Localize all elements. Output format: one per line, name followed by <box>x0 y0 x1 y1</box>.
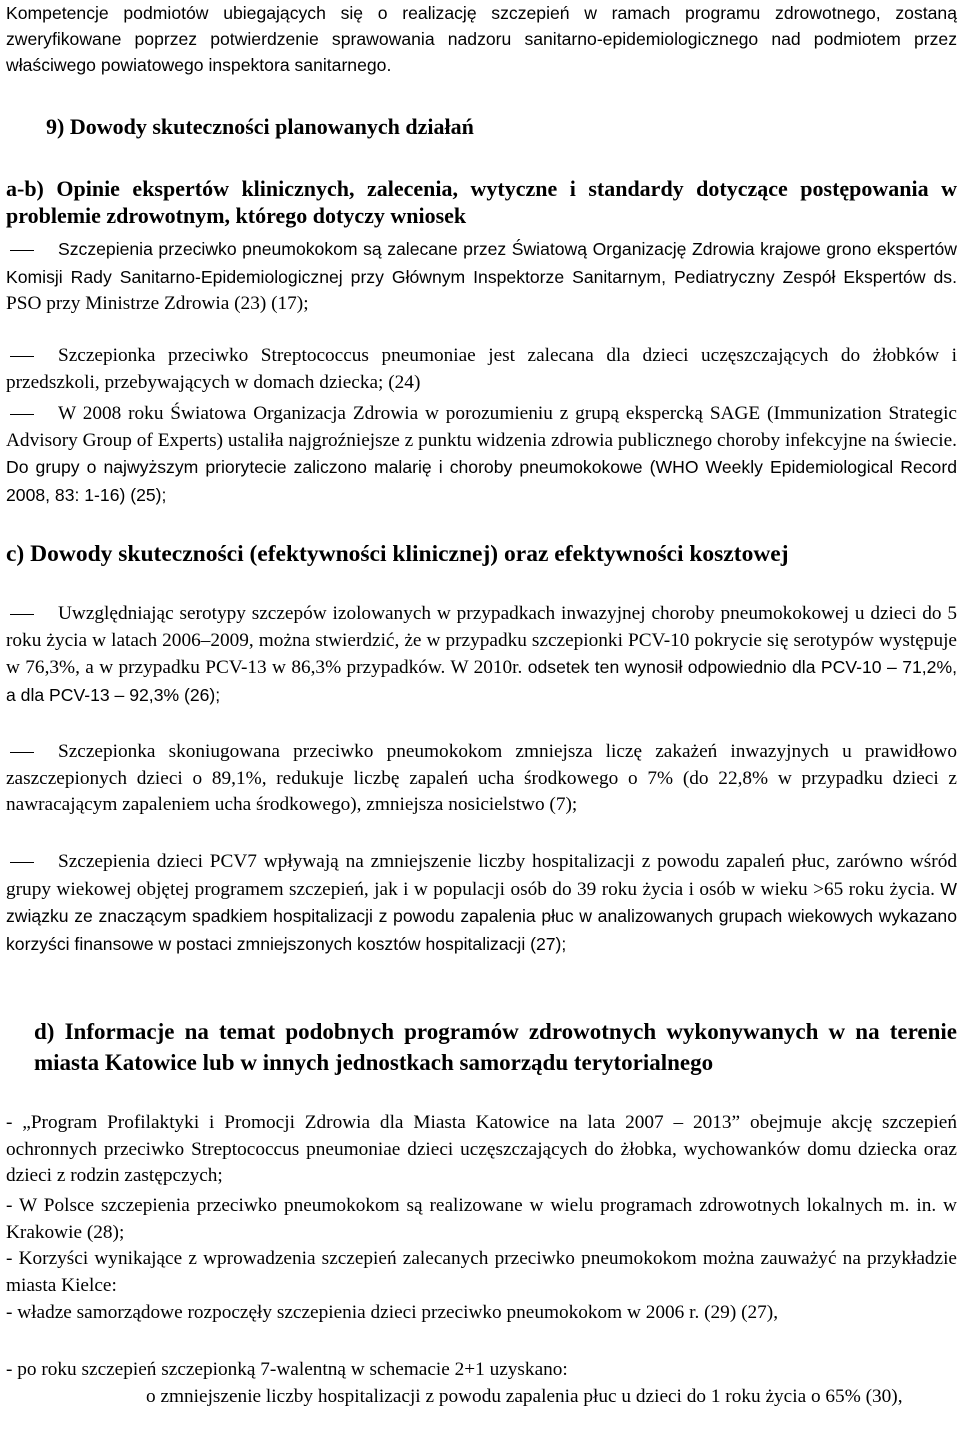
c-item-1-text-a: Uwzględniając serotypy szczepów izolowanych w przypadkach inwazyjnej choroby pneumokokowej u dzieci do 5 roku życia w latach 2006–2009, można stwierdzić, że w przypadku szczepionki PCV-10 pokrycie się serotypów występuje w 76,3%, a w przypadku PCV-13 w 86,3% przypadków. W 2010r. <box>6 603 957 678</box>
d-item-3: - Korzyści wynikające z wprowadzenia szczepień zalecanych przeciwko pneumokokom można zauważyć na przykładzie miasta Kielce: <box>6 1248 957 1296</box>
ab-item-3 <box>6 401 957 509</box>
d-item-5: - po roku szczepień szczepionką 7-walentną w schemacie 2+1 uzyskano: <box>6 1359 568 1380</box>
d-item-1: - „Program Profilaktyki i Promocji Zdrowia dla Miasta Katowice na lata 2007 – 2013” obejmuje akcję szczepień ochronnych przeciwko Streptococcus pneumoniae dzieci uczęszczających do żłobka, wychowanków domu dziecka oraz dzieci z rodzin zastępczych; <box>6 1112 957 1186</box>
section-c-heading: c) Dowody skuteczności (efektywności klinicznej) oraz efektywności kosztowej <box>6 541 789 567</box>
ab-item-1-ref: PSO przy Ministrze Zdrowia (23) (17); <box>6 293 309 314</box>
d-item-4: - władze samorządowe rozpoczęły szczepienia dzieci przeciwko pneumokokom w 2006 r. (29) (27), <box>6 1302 779 1323</box>
ab-item-2-text: Szczepionka przeciwko Streptococcus pneumoniae jest zalecana dla dzieci uczęszczających do żłobków i przedszkoli, przebywających w domach dziecka; (24) <box>6 345 957 393</box>
d-item-5-subitem: o zmniejszenie liczby hospitalizacji z powodu zapalenia płuc u dzieci do 1 roku życia o 65% (30), <box>146 1386 903 1407</box>
dash-bullet <box>10 752 34 753</box>
c-item-1-text-b: odsetek ten wynosił odpowiednio dla PCV-10 – 71,2%, a dla PCV-13 – 92,3% (26); <box>6 657 957 705</box>
dash-bullet <box>10 250 34 251</box>
c-item-2 <box>6 739 957 819</box>
section-ab-heading: a-b) Opinie ekspertów klinicznych, zalecenia, wytyczne i standardy dotyczące postępowania w problemie zdrowotnym, którego dotyczy wniosek <box>6 176 957 228</box>
c-item-1 <box>6 601 957 709</box>
intro-paragraph: Kompetencje podmiotów ubiegających się o realizację szczepień w ramach programu zdrowotnego, zostaną zweryfikowane poprzez potwierdzenie sprawowania nadzoru sanitarno-epidemiologicznego nad podmiotem przez właściwego powiatowego inspektora sanitarnego. <box>6 3 957 75</box>
dash-bullet <box>10 614 34 615</box>
ab-item-3-text-b: Do grupy o najwyższym priorytecie zaliczono malarię i choroby pneumokokowe (WHO Weekly Epidemiological Record 2008, 83: 1-16) (25); <box>6 457 957 505</box>
section-9-heading: 9) Dowody skuteczności planowanych działań <box>46 114 474 139</box>
d-item-2: - W Polsce szczepienia przeciwko pneumokokom są realizowane w wielu programach zdrowotnych lokalnych m. in. w Krakowie (28); <box>6 1195 957 1243</box>
ab-item-1-text: Szczepienia przeciwko pneumokokom są zalecane przez Światową Organizację Zdrowia krajowe grono ekspertów Komisji Rady Sanitarno-Epidemiologicznej przy Głównym Inspektorze Sanitarnym, Pediatryczny Zespół Ekspertów ds. <box>6 239 957 287</box>
ab-item-1 <box>6 236 957 318</box>
ab-item-3-text-a: W 2008 roku Światowa Organizacja Zdrowia w porozumieniu z grupą ekspercką SAGE (Immunization Strategic Advisory Group of Experts) ustaliła najgroźniejsze z punktu widzenia zdrowia publicznego choroby infekcyjne na świecie. <box>6 403 957 451</box>
c-item-3-text-b: W związku ze znaczącym spadkiem hospitalizacji z powodu zapalenia płuc w analizowanych grupach wiekowych wykazano korzyści finansowe w postaci zmniejszonych kosztów hospitalizacji (27); <box>6 878 957 954</box>
dash-bullet <box>10 414 34 415</box>
c-item-3 <box>6 849 957 958</box>
c-item-2-text: Szczepionka skoniugowana przeciwko pneumokokom zmniejsza liczę zakażeń inwazyjnych u prawidłowo zaszczepionych dzieci o 89,1%, redukuje liczbę zapaleń ucha środkowego o 7% (do 22,8% w przypadku dzieci z nawracającym zapaleniem ucha środkowego), zmniejsza nosicielstwo (7); <box>6 741 957 815</box>
c-item-3-text-a: Szczepienia dzieci PCV7 wpływają na zmniejszenie liczby hospitalizacji z powodu zapaleń płuc, zarówno wśród grupy wiekowej objętej programem szczepień, jak i w populacji osób do 39 roku życia i osób w wieku >65 roku życia. <box>6 851 957 900</box>
dash-bullet <box>10 356 34 357</box>
section-d-heading: d) Informacje na temat podobnych programów zdrowotnych wykonywanych w na terenie miasta Katowice lub w innych jednostkach samorządu terytorialnego <box>34 1019 957 1075</box>
dash-bullet <box>10 862 34 863</box>
ab-item-2 <box>6 343 957 396</box>
